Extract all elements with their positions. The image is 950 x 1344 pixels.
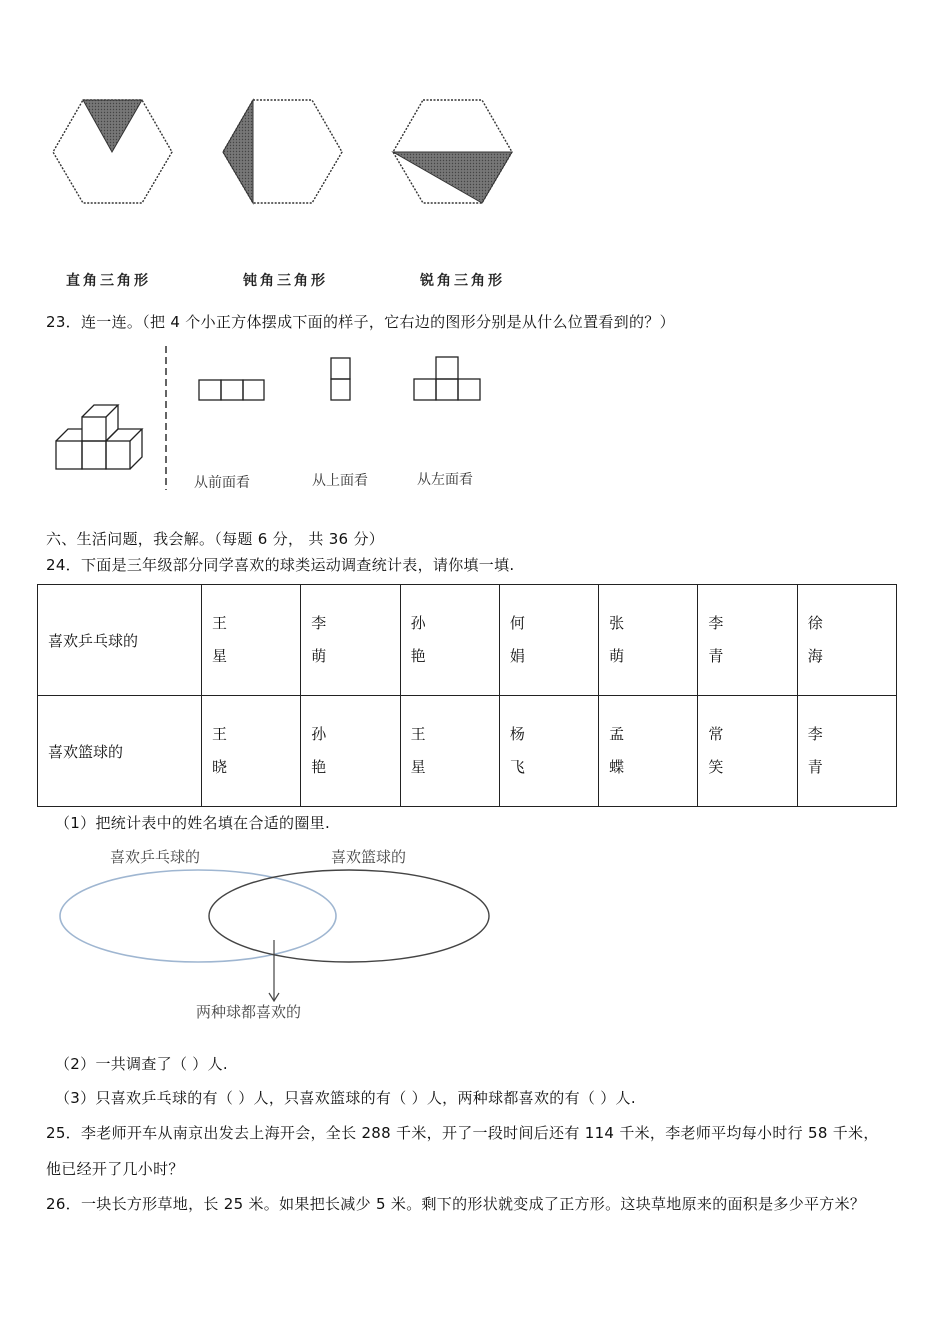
name-cell: 徐 海 <box>797 585 896 696</box>
name-cell: 孙 艳 <box>301 696 400 807</box>
row-label-basketball: 喜欢篮球的 <box>38 696 202 807</box>
table-row <box>38 696 897 807</box>
view-top-shape <box>331 358 350 400</box>
q26-text: 26．一块长方形草地，长 25 米。如果把长减少 5 米。剩下的形状就变成了正方形。这块草地原来的面积是多少平方米？ <box>46 1195 866 1213</box>
row-label-pingpong: 喜欢乒乓球的 <box>38 585 202 696</box>
hexagon-right-triangle <box>53 100 172 203</box>
q25-line1: 25．李老师开车从南京出发去上海开会，全长 288 千米，开了一段时间后还有 114 千米，李老师平均每小时行 58 千米， <box>46 1124 879 1142</box>
q24-sub2: （2）一共调查了（ ）人. <box>55 1055 228 1073</box>
table-row <box>38 585 897 696</box>
venn-right-label: 喜欢篮球的 <box>331 848 407 866</box>
venn-both-label: 两种球都喜欢的 <box>196 1003 302 1021</box>
q24-text: 24．下面是三年级部分同学喜欢的球类运动调查统计表，请你填一填. <box>46 556 515 574</box>
section-title: 六、生活问题，我会解。（每题 6 分， 共 36 分） <box>46 530 385 548</box>
hexagon-figures <box>40 90 540 220</box>
name-cell: 王 晓 <box>202 696 301 807</box>
caption-obtuse-triangle: 钝角三角形 <box>243 273 328 289</box>
hexagon-acute-triangle <box>393 100 512 203</box>
survey-table <box>37 584 897 807</box>
q25-line2: 他已经开了几小时？ <box>46 1160 184 1178</box>
q24-sub3: （3）只喜欢乒乓球的有（ ）人，只喜欢篮球的有（ ）人，两种球都喜欢的有（ ）人. <box>55 1089 636 1107</box>
name-cell: 李 萌 <box>301 585 400 696</box>
view-front-shape <box>199 380 264 400</box>
label-front-view: 从前面看 <box>194 475 250 491</box>
name-cell: 张 萌 <box>599 585 698 696</box>
name-cell: 李 青 <box>698 585 797 696</box>
cube-stack <box>56 405 142 469</box>
label-left-view: 从左面看 <box>417 472 473 488</box>
name-cell: 李 青 <box>797 696 896 807</box>
q24-sub1: （1）把统计表中的姓名填在合适的圈里. <box>55 814 331 832</box>
name-cell: 常 笑 <box>698 696 797 807</box>
name-cell: 孙 艳 <box>400 585 499 696</box>
name-cell: 杨 飞 <box>499 696 598 807</box>
name-cell: 王 星 <box>202 585 301 696</box>
name-cell: 王 星 <box>400 696 499 807</box>
view-left-shape <box>414 357 480 400</box>
q23-text: 23．连一连。（把 4 个小正方体摆成下面的样子，它右边的图形分别是从什么位置看到的？） <box>46 313 675 331</box>
venn-left-label: 喜欢乒乓球的 <box>110 848 201 866</box>
caption-right-triangle: 直角三角形 <box>66 273 151 289</box>
venn-left-circle <box>60 870 336 962</box>
label-top-view: 从上面看 <box>312 473 368 489</box>
name-cell: 何 娟 <box>499 585 598 696</box>
name-cell: 孟 蝶 <box>599 696 698 807</box>
caption-acute-triangle: 锐角三角形 <box>420 273 505 289</box>
hexagon-obtuse-triangle <box>223 100 342 203</box>
venn-right-circle <box>209 870 489 962</box>
